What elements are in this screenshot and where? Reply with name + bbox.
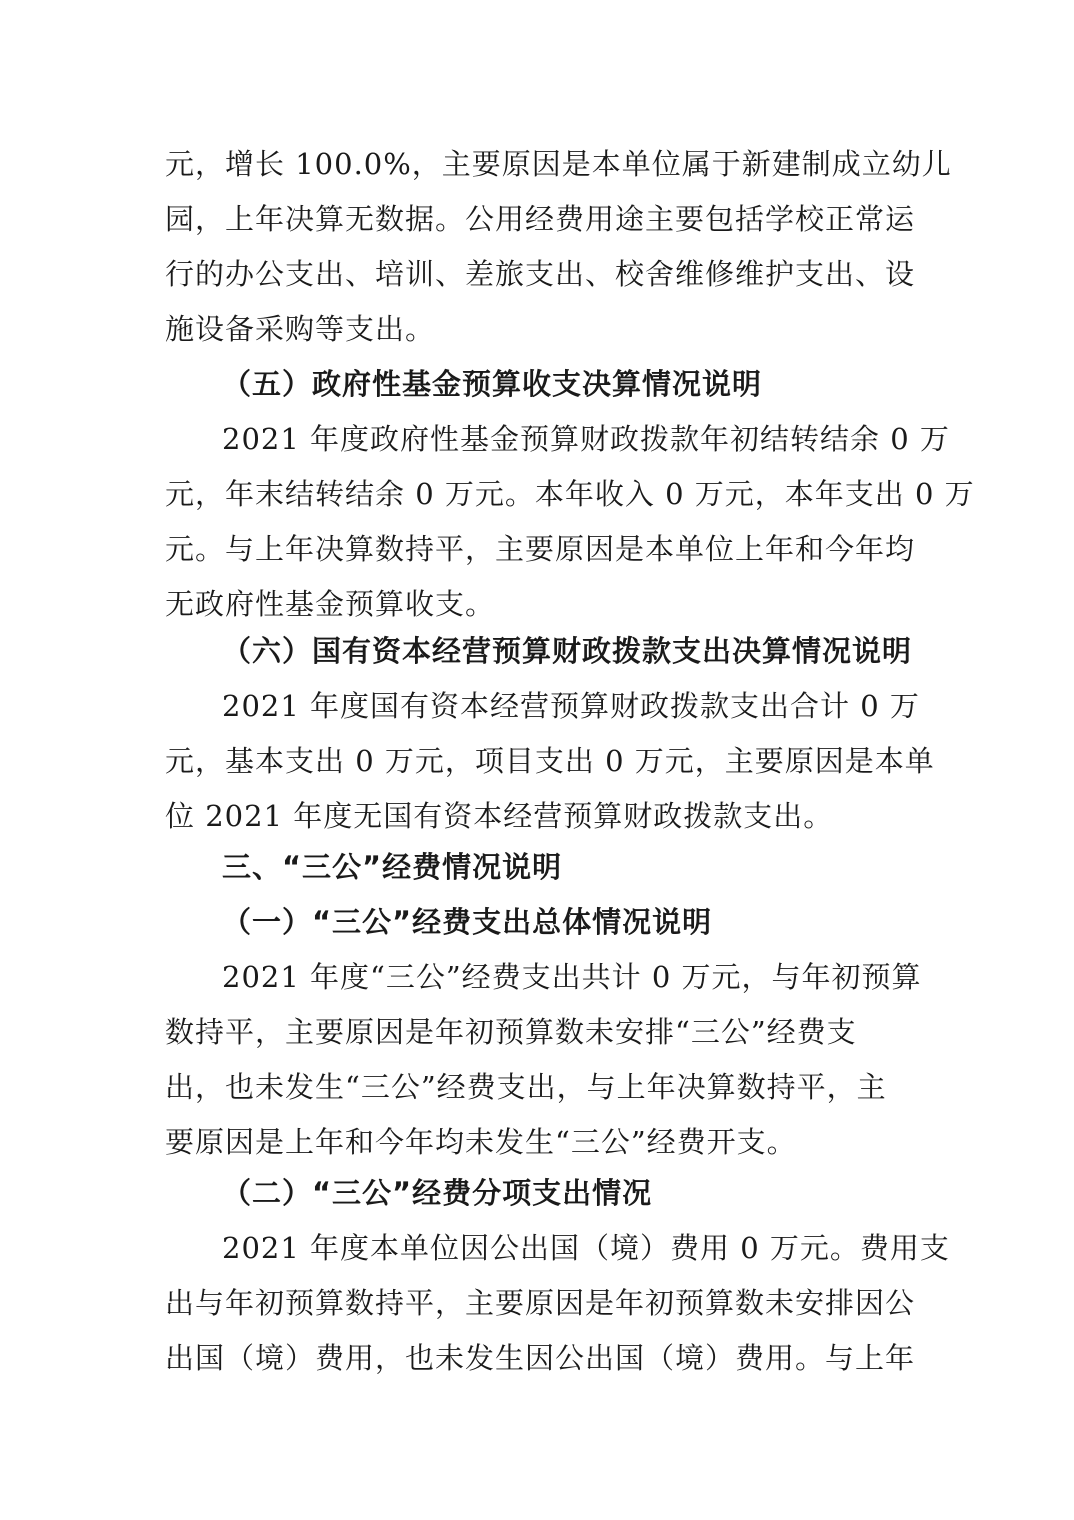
paragraph-line: 园，上年决算无数据。公用经费用途主要包括学校正常运 [165,202,916,236]
paragraph-line: 元，年末结转结余 0 万元。本年收入 0 万元，本年支出 0 万 [165,477,975,511]
paragraph-line: 2021 年度国有资本经营预算财政拨款支出合计 0 万 [222,689,920,723]
paragraph-line: 元，增长 100.0%，主要原因是本单位属于新建制成立幼儿 [165,147,952,181]
section-heading-six: （六）国有资本经营预算财政拨款支出决算情况说明 [222,634,913,668]
section-heading-three: 三、“三公”经费情况说明 [222,850,563,884]
paragraph-line: 数持平，主要原因是年初预算数未安排“三公”经费支 [165,1015,857,1049]
paragraph-line: 2021 年度政府性基金预算财政拨款年初结转结余 0 万 [222,422,950,456]
paragraph-line: 施设备采购等支出。 [165,312,436,346]
paragraph-line: 元，基本支出 0 万元，项目支出 0 万元，主要原因是本单 [165,744,935,778]
paragraph-line: 无政府性基金预算收支。 [165,587,496,621]
paragraph-line: 要原因是上年和今年均未发生“三公”经费开支。 [165,1125,797,1159]
paragraph-line: 位 2021 年度无国有资本经营预算财政拨款支出。 [165,799,834,833]
paragraph-line: 行的办公支出、培训、差旅支出、校舍维修维护支出、设 [165,257,916,291]
paragraph-line: 出国（境）费用，也未发生因公出国（境）费用。与上年 [165,1341,916,1375]
paragraph-line: 出与年初预算数持平，主要原因是年初预算数未安排因公 [165,1286,916,1320]
subsection-heading-two: （二）“三公”经费分项支出情况 [222,1176,653,1210]
paragraph-line: 2021 年度本单位因公出国（境）费用 0 万元。费用支 [222,1231,950,1265]
paragraph-line: 2021 年度“三公”经费支出共计 0 万元，与年初预算 [222,960,922,994]
section-heading-five: （五）政府性基金预算收支决算情况说明 [222,367,763,401]
paragraph-line: 元。与上年决算数持平，主要原因是本单位上年和今年均 [165,532,916,566]
paragraph-line: 出，也未发生“三公”经费支出，与上年决算数持平，主 [165,1070,887,1104]
subsection-heading-one: （一）“三公”经费支出总体情况说明 [222,905,713,939]
